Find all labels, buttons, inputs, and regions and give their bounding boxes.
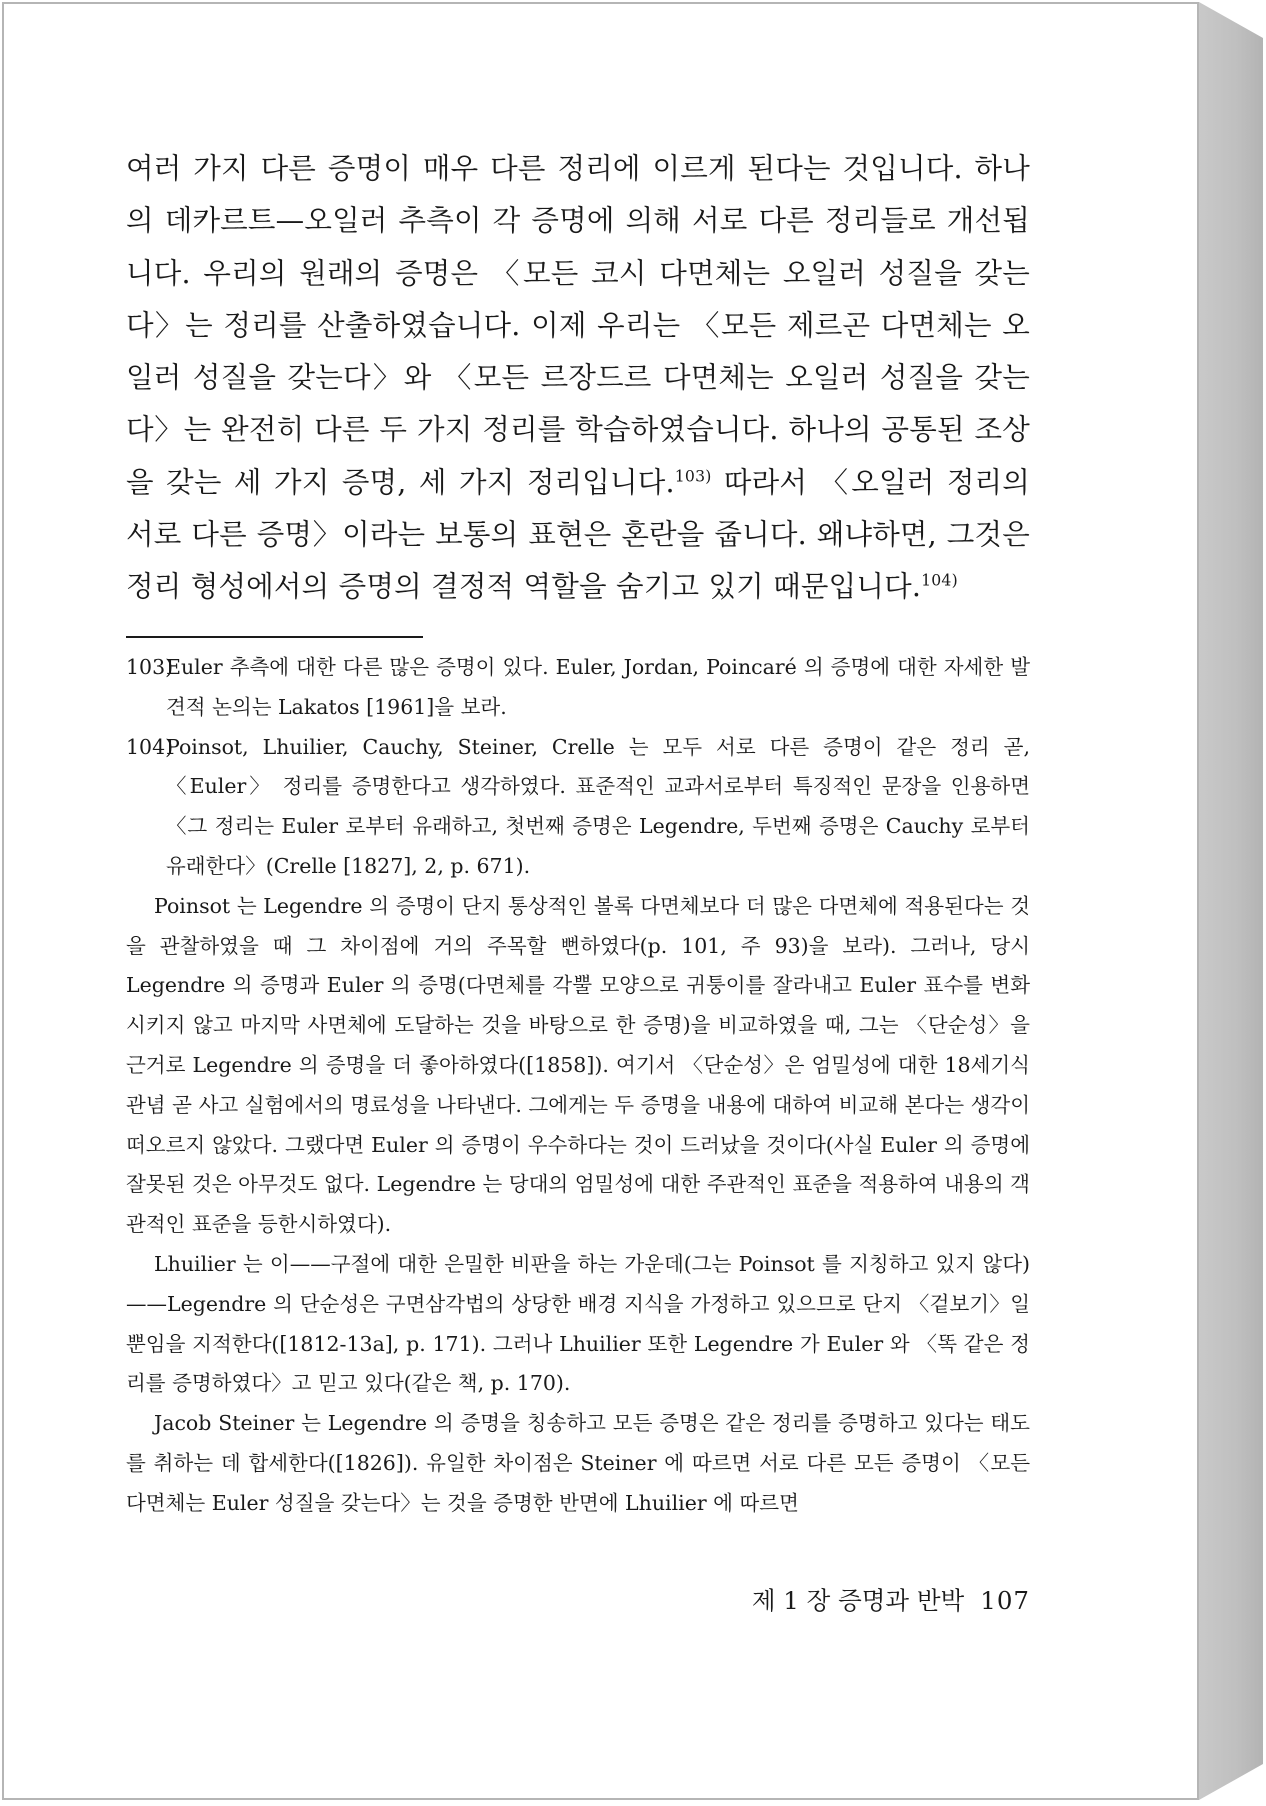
footnote-104 [126, 728, 1030, 887]
footnote-103 [126, 648, 1030, 728]
footnote-number: 104) [126, 734, 174, 759]
footnotes [126, 648, 1030, 1524]
footnote-ref-104[interactable]: 104) [921, 570, 958, 590]
main-text-part-1: 여러 가지 다른 증명이 매우 다른 정리에 이르게 된다는 것입니다. 하나의 데카르트—오일러 추측이 각 증명에 의해 서로 다른 정리들로 개선됩니다. 우리의 원래의 증명은 〈모든 코시 다면체는 오일러 성질을 갖는다〉는 정리를 산출하였습니다. 이제 우리는 〈모든 제르곤 다면체는 오일러 성질을 갖는다〉와 〈모든 르장드르 다면체는 오일러 성질을 갖는다〉는 완전히 다른 두 가지 정리를 학습하였습니다. 하나의 공통된 조상을 갖는 세 가지 증명, 세 가지 정리입니다. [126, 152, 1030, 499]
main-paragraph [126, 143, 1030, 614]
footnote-number: 103) [126, 655, 174, 679]
main-text-part-2: 따라서 〈오일러 정리의 서로 다른 증명〉이라는 보통의 표현은 혼란을 줍니다. 왜냐하면, 그것은 정리 형성에서의 증명의 결정적 역할을 숨기고 있기 때문입니다. [126, 465, 1031, 604]
footnote-paragraph: Jacob Steiner 는 Legendre 의 증명을 칭송하고 모든 증명은 같은 정리를 증명하고 있다는 태도를 취하는 데 합세한다([1826]). 유일한 차이점은 Steiner 에 따르면 서로 다른 모든 증명이 〈모든 다면체는 Euler 성질을 갖는다〉는 것을 증명한 반면에 Lhuilier 에 따르면 [126, 1411, 1030, 1515]
footnote-ref-103[interactable]: 103) [674, 466, 712, 486]
footnote-paragraph: Poinsot 는 Legendre 의 증명이 단지 통상적인 볼록 다면체보다 더 많은 다면체에 적용된다는 것을 관찰하였을 때 그 차이점에 거의 주목할 뻔하였다(p. 101, 주 93)을 보라). 그러나, 당시 Legendre 의 증명과 Euler 의 증명(다면체를 각뿔 모양으로 귀퉁이를 잘라내고 Euler 표수를 변화시키지 않고 마지막 사면체에 도달하는 것을 바탕으로 한 증명)을 비교하였을 때, 그는 〈단순성〉을 근거로 Legendre 의 증명을 더 좋아하였다([1858]). 여기서 〈단순성〉은 엄밀성에 대한 18세기식 관념 곧 사고 실험에서의 명료성을 나타낸다. 그에게는 두 증명을 내용에 대하여 비교해 본다는 생각이 떠오르지 않았다. 그랬다면 Euler 의 증명이 우수하다는 것이 드러났을 것이다(사실 Euler 의 증명에 잘못된 것은 아무것도 없다. Legendre 는 당대의 엄밀성에 대한 주관적인 표준을 적용하여 내용의 객관적인 표준을 등한시하였다). [126, 893, 1030, 1237]
chapter-title: 제 1 장 증명과 반박 [751, 1586, 965, 1615]
page-edge-shadow [1199, 2, 1263, 1800]
footnote-text: Poinsot, Lhuilier, Cauchy, Steiner, Crelle 는 모두 서로 다른 증명이 같은 정리 곧, 〈Euler〉 정리를 증명한다고 생각하였다. 표준적인 교과서로부터 특징적인 문장을 인용하면 〈그 정리는 Euler 로부터 유래하고, 첫번째 증명은 Legendre, 두번째 증명은 Cauchy 로부터 유래한다〉(Crelle [1827], 2, p. 671). [166, 734, 1030, 878]
page-footer [126, 1586, 1030, 1616]
footnote-paragraph: Lhuilier 는 이——구절에 대한 은밀한 비판을 하는 가운데(그는 Poinsot 를 지칭하고 있지 않다)——Legendre 의 단순성은 구면삼각법의 상당한 배경 지식을 가정하고 있으므로 단지 〈겉보기〉일 뿐임을 지적한다([1812-13a], p. 171). 그러나 Lhuilier 또한 Legendre 가 Euler 와 〈똑 같은 정리를 증명하였다〉고 믿고 있다(같은 책, p. 170). [126, 1251, 1030, 1396]
footnote-text: Euler 추측에 대한 다른 많은 증명이 있다. Euler, Jordan, Poincaré 의 증명에 대한 자세한 발견적 논의는 Lakatos [1961]을 보라. [166, 655, 1030, 719]
page-number: 107 [980, 1586, 1030, 1615]
footnote-divider [126, 636, 423, 638]
